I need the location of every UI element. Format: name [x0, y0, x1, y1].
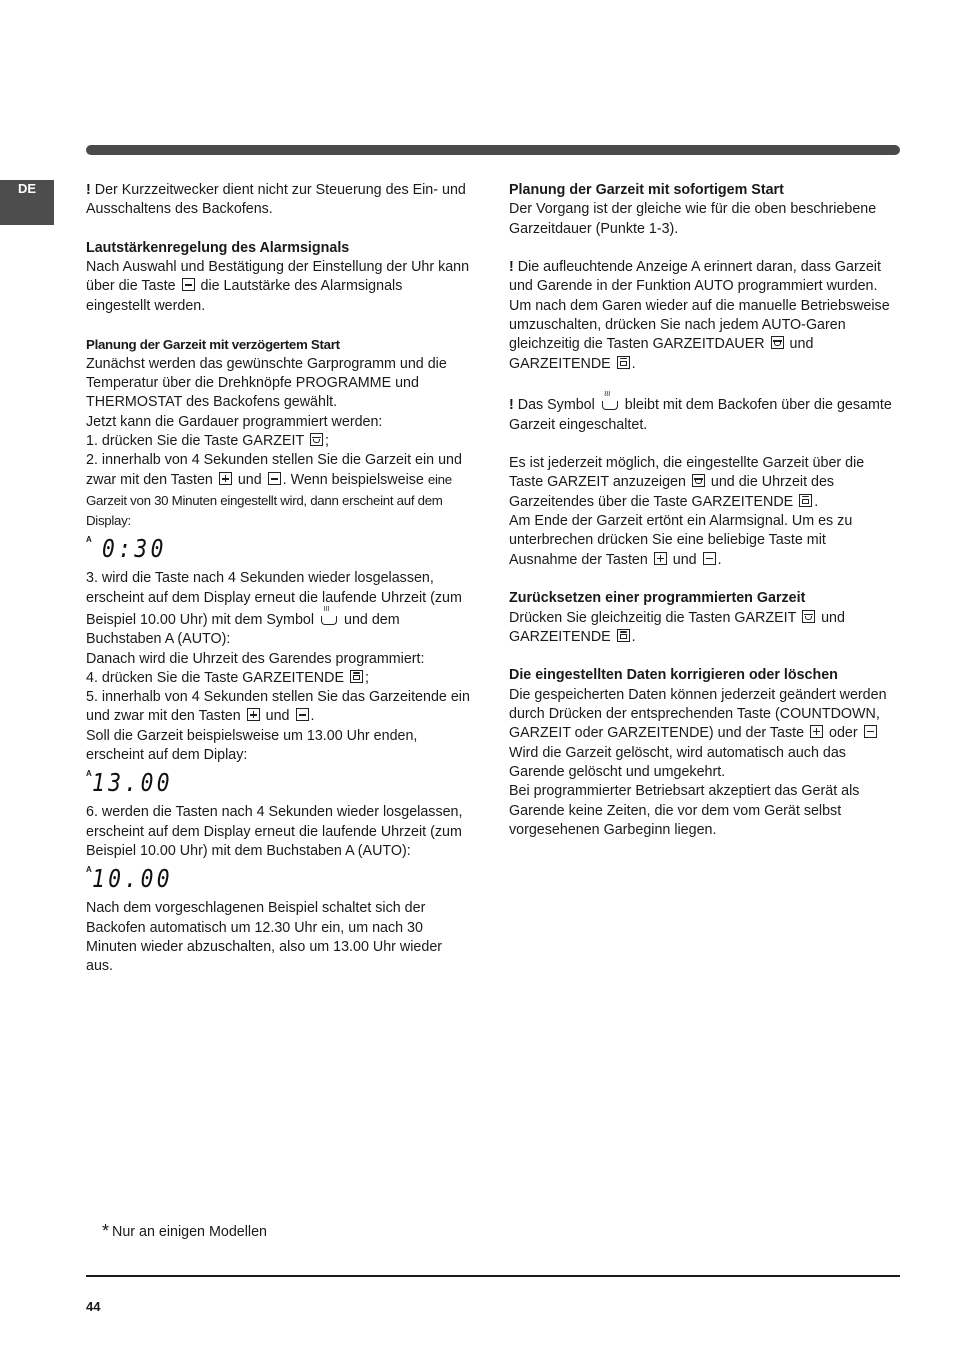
- cooking-time-key-icon: [310, 433, 323, 446]
- paragraph: Zunächst werden das gewünschte Garprogramm und die Temperatur über die Drehknöpfe PROGRAMME und THERMOSTAT des Backofens gewählt.: [86, 355, 447, 411]
- paragraph: [509, 609, 894, 648]
- cooking-time-key-icon: [802, 610, 815, 623]
- paragraph: Soll die Garzeit beispielsweise um 13.00 Uhr enden, erscheint auf dem Diplay:: [86, 727, 418, 764]
- paragraph: [86, 258, 470, 316]
- footnote-text: Nur an einigen Modellen: [112, 1224, 267, 1240]
- heading-delayed-start: Planung der Garzeit mit verzögertem Start: [86, 337, 340, 353]
- paragraph: [509, 258, 894, 374]
- left-column: [86, 181, 470, 976]
- auto-indicator: A: [86, 769, 92, 779]
- text: 4. drücken Sie die Taste GARZEITENDE: [86, 669, 348, 686]
- text: 1. drücken Sie die Taste GARZEIT: [86, 432, 308, 449]
- cooking-time-key-icon: [771, 336, 784, 349]
- paragraph: Nach dem vorgeschlagenen Beispiel schaltet sich der Backofen automatisch um 12.30 Uhr ein, um nach 30 Minuten wieder abzuschalten, also um 13.00 Uhr wieder aus.: [86, 900, 443, 975]
- minus-key-icon: [296, 708, 309, 721]
- text: Der Kurzzeitwecker dient nicht zur Steuerung des Ein- und Ausschaltens des Backofens.: [86, 182, 466, 218]
- minus-key-icon: [864, 725, 877, 738]
- text: 5. innerhalb von 4 Sekunden stellen Sie das Garzeitende ein und zwar mit den Tasten: [86, 689, 470, 725]
- text: Drücken Sie gleichzeitig die Tasten GARZEIT: [509, 609, 801, 626]
- text: ;: [324, 432, 329, 449]
- right-column: [509, 181, 894, 840]
- text: Am Ende der Garzeit ertönt ein Alarmsignal. Um es zu unterbrechen drücken Sie eine beliebige Taste mit Ausnahme der Tasten: [509, 513, 853, 568]
- text: 2. innerhalb von 4 Sekunden stellen Sie die Garzeit ein und zwar mit den Tasten: [86, 452, 462, 489]
- text: Die aufleuchtende Anzeige A erinnert daran, dass Garzeit und Garende in der Funktion AUTO programmiert wurden. Um nach dem Garen wieder auf die manuelle Betriebsweise umzuschalten, drücken Sie nach jedem AUTO-Garen gleichzeitig die Tasten GARZEITDAUER: [509, 259, 890, 353]
- text: Die gespeicherten Daten können jederzeit geändert werden durch Drücken der entsprechenden Taste (COUNTDOWN, GARZEIT oder GARZEITENDE) und der Taste: [509, 686, 887, 742]
- auto-indicator: A: [86, 865, 92, 875]
- paragraph: [509, 454, 894, 512]
- warning-mark: !: [509, 259, 514, 276]
- text: oder: [825, 725, 862, 742]
- display-digits: 10.00: [92, 864, 173, 894]
- paragraph: Wird die Garzeit gelöscht, wird automatisch auch das Garende gelöscht und umgekehrt.: [509, 744, 846, 780]
- minus-key-icon: [268, 472, 281, 485]
- paragraph: Der Vorgang ist der gleiche wie für die oben beschriebene Garzeitdauer (Punkte 1-3).: [509, 201, 877, 237]
- text: eine Garzeit von 30 Minuten eingestellt wird, dann erscheint auf dem Display:: [86, 472, 452, 529]
- paragraph: Danach wird die Uhrzeit des Garendes programmiert:: [86, 650, 425, 667]
- display-readout-2: [86, 765, 470, 803]
- page-number: 44: [86, 1299, 101, 1314]
- heading-alarm-volume: Lautstärkenregelung des Alarmsignals: [86, 239, 350, 256]
- paragraph: [509, 393, 894, 435]
- step-1: [86, 432, 470, 451]
- text: und: [233, 472, 266, 489]
- paragraph: [509, 686, 894, 744]
- plus-key-icon: [219, 472, 232, 485]
- cooking-symbol-icon: [320, 608, 338, 626]
- end-time-key-icon: [617, 629, 630, 642]
- text: Nach Auswahl und Bestätigung der Einstellung der Uhr kann über die Taste: [86, 259, 470, 295]
- auto-indicator: A: [86, 535, 92, 545]
- text: .: [631, 355, 636, 372]
- display-readout-3: [86, 861, 470, 899]
- text: und die Uhrzeit des Garzeitendes über die Taste GARZEITENDE: [509, 474, 835, 510]
- text: Es ist jederzeit möglich, die eingestellte Garzeit über die Taste GARZEIT anzuzeigen: [509, 455, 865, 491]
- warning-mark: !: [86, 182, 91, 198]
- text: Das Symbol: [513, 397, 599, 414]
- warning-mark: !: [509, 397, 514, 414]
- text: .: [631, 628, 636, 645]
- cooking-time-key-icon: [692, 474, 705, 487]
- text: und GARZEITENDE: [509, 609, 845, 645]
- text: 3. wird die Taste nach 4 Sekunden wieder losgelassen, erscheint auf dem Display erneut die laufende Uhrzeit (zum Beispiel 10.00 Uhr) mit dem Symbol: [86, 570, 462, 628]
- end-time-key-icon: [617, 356, 630, 369]
- step-5: [86, 688, 470, 727]
- paragraph: Bei programmierter Betriebsart akzeptiert das Gerät als Garende keine Zeiten, die vor dem vom Gerät selbst vorgesehenen Garbeginn liegen.: [509, 783, 860, 838]
- end-time-key-icon: [799, 494, 812, 507]
- text: und: [261, 708, 294, 725]
- heading-immediate-start: Planung der Garzeit mit sofortigem Start: [509, 182, 784, 198]
- text: .: [717, 551, 722, 568]
- heading-correct-delete: Die eingestellten Daten korrigieren oder löschen: [509, 667, 838, 684]
- text: . Wenn beispielsweise: [282, 472, 428, 489]
- end-time-key-icon: [350, 670, 363, 683]
- text: und dem Buchstaben A (AUTO):: [86, 611, 400, 648]
- step-2: [86, 451, 470, 531]
- text: ;: [364, 669, 369, 686]
- text: .: [310, 708, 315, 725]
- step-4: [86, 669, 470, 688]
- display-readout-1: [86, 531, 470, 569]
- text: und: [668, 551, 701, 568]
- step-3: [86, 569, 470, 649]
- plus-key-icon: [810, 725, 823, 738]
- plus-key-icon: [654, 552, 667, 565]
- display-digits: 13.00: [92, 768, 173, 798]
- display-digits: 0:30: [102, 534, 167, 564]
- paragraph: [86, 181, 470, 220]
- minus-key-icon: [182, 278, 195, 291]
- bottom-rule: [86, 1275, 900, 1277]
- plus-key-icon: [247, 708, 260, 721]
- language-tab: DE: [0, 180, 54, 225]
- paragraph: [509, 512, 894, 570]
- cooking-symbol-icon: [601, 393, 619, 411]
- step-6: 6. werden die Tasten nach 4 Sekunden wieder losgelassen, erscheint auf dem Display erneut die laufende Uhrzeit (zum Beispiel 10.00 Uhr) mit dem Buchstaben A (AUTO):: [86, 804, 463, 859]
- footnote-star: *: [102, 1221, 110, 1241]
- footnote: [102, 1222, 267, 1242]
- text: und GARZEITENDE: [509, 336, 814, 372]
- top-decorative-bar: [86, 145, 900, 155]
- text: bleibt mit dem Backofen über die gesamte Garzeit eingeschaltet.: [509, 397, 892, 433]
- heading-reset: Zurücksetzen einer programmierten Garzeit: [509, 590, 806, 607]
- paragraph: Jetzt kann die Gardauer programmiert werden:: [86, 413, 383, 430]
- text: .: [814, 493, 819, 510]
- text: die Lautstärke des Alarmsignals eingestellt werden.: [86, 278, 403, 314]
- minus-key-icon: [703, 552, 716, 565]
